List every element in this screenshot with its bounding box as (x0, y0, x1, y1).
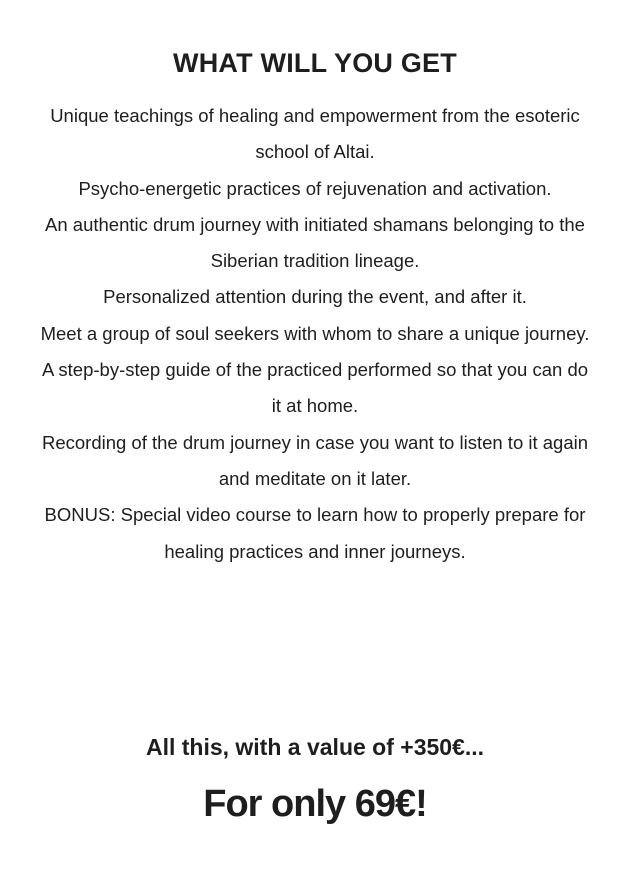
benefit-item: Unique teachings of healing and empowerment from the esoteric school of Altai. (50, 105, 580, 163)
price-statement: For only 69€! (203, 783, 427, 825)
benefit-item: Recording of the drum journey in case you want to listen to it again and meditate on it later. (41, 431, 589, 489)
benefit-item: An authentic drum journey with initiated shamans belonging to the Siberian tradition lineage. (45, 213, 585, 272)
benefit-item: Psycho-energetic practices of rejuvenation and activation. (78, 177, 552, 199)
benefit-item: Meet a group of soul seekers with whom to share a unique journey. (40, 322, 590, 344)
benefit-item: A step-by-step guide of the practiced performed so that you can do it at home. (41, 359, 589, 417)
page-title: WHAT WILL YOU GET (173, 48, 457, 78)
value-statement: All this, with a value of +350€... (145, 734, 485, 760)
benefit-item: BONUS: Special video course to learn how to properly prepare for healing practices and inner journeys. (44, 504, 586, 562)
benefits-list (40, 98, 590, 570)
benefit-item: Personalized attention during the event, and after it. (103, 286, 527, 308)
